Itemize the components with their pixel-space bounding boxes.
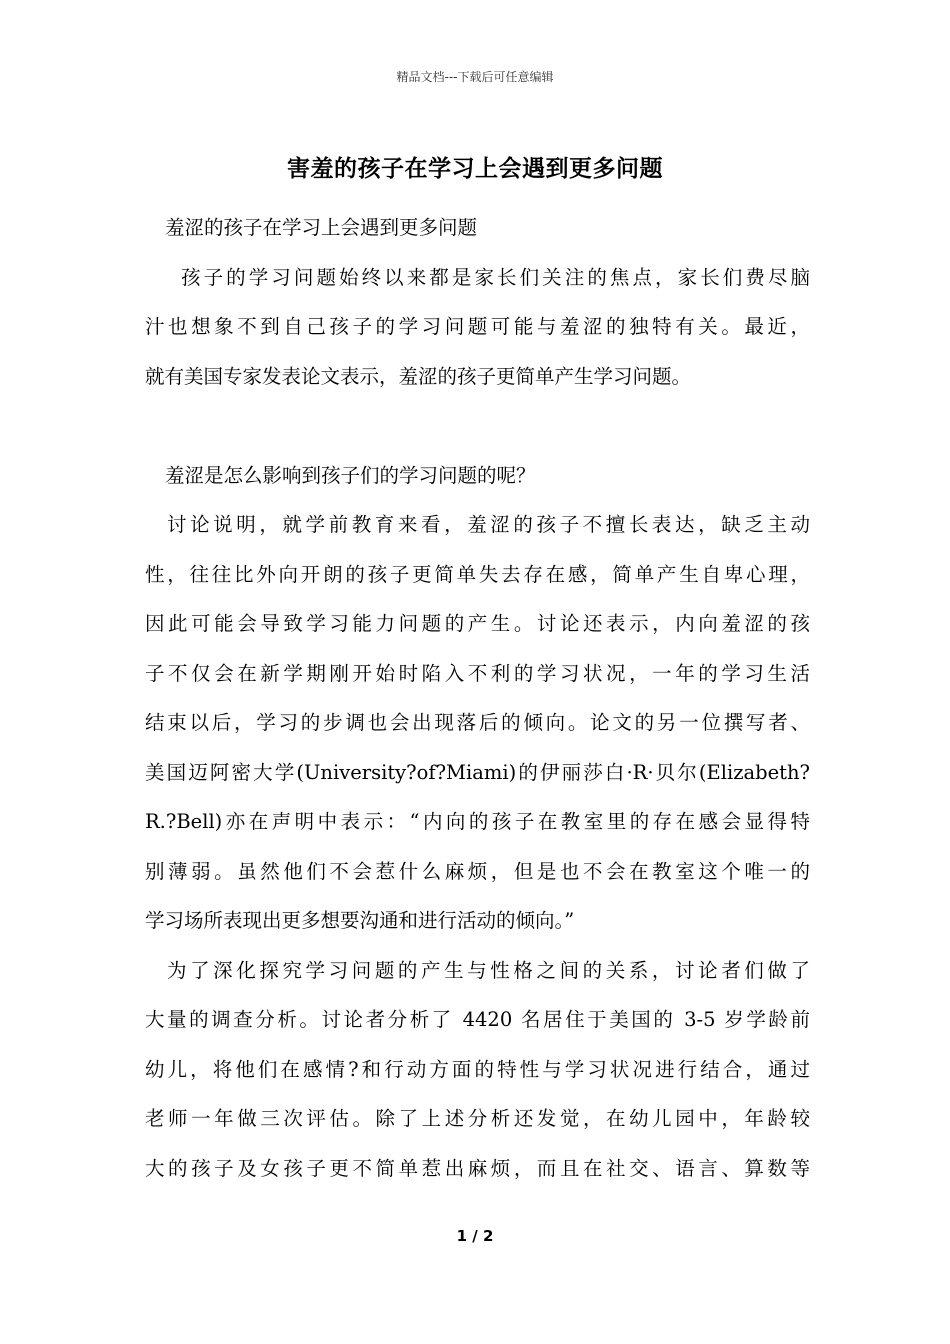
paragraph-line: 大量的调查分析。讨论者分析了 4420 名居住于美国的 3-5 岁学龄前	[145, 1008, 810, 1031]
document-title: 害羞的孩子在学习上会遇到更多问题	[287, 155, 663, 182]
paragraph-line: 别薄弱。虽然他们不会惹什么麻烦，但是也不会在教室这个唯一的	[145, 859, 810, 883]
page-number: 1 / 2	[456, 1227, 494, 1245]
paragraph-line: 美国迈阿密大学(University?of?Miami)的伊丽莎白·R·贝尔(Elizabeth?	[145, 760, 810, 784]
page-header: 精品文档---下载后可任意编辑	[396, 70, 554, 84]
paragraph-line: 就有美国专家发表论文表示，羞涩的孩子更简单产生学习问题。	[145, 364, 692, 388]
subtitle-line: 羞涩的孩子在学习上会遇到更多问题	[165, 216, 478, 239]
paragraph-line: 汁也想象不到自己孩子的学习问题可能与羞涩的独特有关。最近，	[145, 315, 810, 338]
paragraph-line: 为了深化探究学习问题的产生与性格之间的关系，讨论者们做了	[167, 958, 810, 982]
paragraph-line: 讨论说明，就学前教育来看，羞涩的孩子不擅长表达，缺乏主动	[167, 513, 810, 536]
question-line: 羞涩是怎么影响到孩子们的学习问题的呢？	[165, 463, 536, 487]
paragraph-line: 大的孩子及女孩子更不简单惹出麻烦，而且在社交、语言、算数等	[145, 1156, 810, 1180]
paragraph-line: 结束以后，学习的步调也会出现落后的倾向。论文的另一位撰写者、	[145, 711, 810, 734]
paragraph-line: 子不仅会在新学期刚开始时陷入不利的学习状况，一年的学习生活	[145, 661, 810, 685]
paragraph-line: 性，往往比外向开朗的孩子更简单失去存在感，简单产生自卑心理，	[145, 562, 810, 586]
paragraph-line: 幼儿，将他们在感情?和行动方面的特性与学习状况进行结合，通过	[145, 1057, 810, 1081]
paragraph-line: R.?Bell)亦在声明中表示：“内向的孩子在教室里的存在感会显得特	[145, 810, 810, 833]
document-body	[145, 203, 810, 1193]
paragraph-line: 因此可能会导致学习能力问题的产生。讨论还表示，内向羞涩的孩	[145, 612, 810, 635]
paragraph-line: 孩子的学习问题始终以来都是家长们关注的焦点，家长们费尽脑	[181, 265, 810, 289]
paragraph-line: 老师一年做三次评估。除了上述分析还发觉，在幼儿园中，年龄较	[145, 1107, 810, 1130]
paragraph-line: 学习场所表现出更多想要沟通和进行活动的倾向。”	[145, 909, 575, 932]
blank-line	[145, 401, 810, 451]
